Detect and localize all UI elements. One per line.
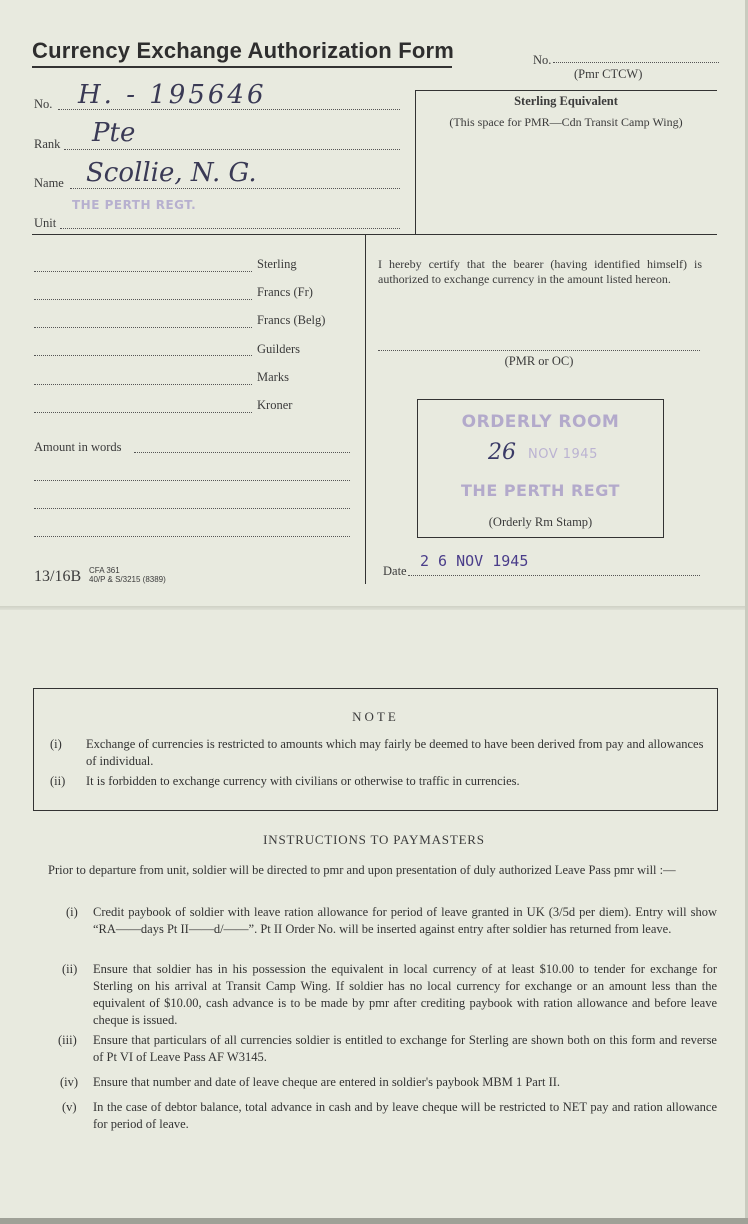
rank-label: Rank xyxy=(34,137,61,151)
date-label: Date xyxy=(383,564,407,578)
stamp-day-handwritten: 26 xyxy=(488,440,516,465)
rank-handwritten: Pte xyxy=(92,118,136,148)
name-label: Name xyxy=(34,176,64,190)
note-title: NOTE xyxy=(352,709,399,724)
form-code: 13/16B xyxy=(34,568,82,585)
rank-dotline xyxy=(64,149,400,150)
amount-dotline-3 xyxy=(34,508,350,509)
date-dotline xyxy=(408,575,700,576)
currency-dotline-2 xyxy=(34,299,252,300)
stamp-month-year: NOV 1945 xyxy=(528,447,598,462)
currency-dotline-5 xyxy=(34,384,252,385)
instruction-1-num: (i) xyxy=(66,905,78,919)
sterling-equivalent-note: (This space for PMR—Cdn Transit Camp Wing) xyxy=(449,115,683,129)
instruction-3-text: Ensure that particulars of all currencies soldier is entitled to exchange for Sterling are shown both on this form and reverse of Pt VI of Leave Pass AF W3145. xyxy=(93,1033,717,1064)
amount-dotline-4 xyxy=(34,536,350,537)
currency-dotline-1 xyxy=(34,271,252,272)
name-dotline xyxy=(70,188,400,189)
amount-dotline-1 xyxy=(134,452,350,453)
instruction-1-text: Credit paybook of soldier with leave ration allowance for period of leave granted in UK (3/5d per diem). Entry will show “RA——days Pt II——d/——”. Pt II Order No. will be inserted against entry after soldier has returned from leave. xyxy=(93,905,717,936)
amount-dotline-2 xyxy=(34,480,350,481)
no-handwritten: H. - 195646 xyxy=(78,80,267,110)
sterling-equivalent-title: Sterling Equivalent xyxy=(514,94,618,108)
instruction-2-num: (ii) xyxy=(62,962,78,976)
note-item-2-num: (ii) xyxy=(50,774,66,788)
stamp-perth-regt: THE PERTH REGT xyxy=(461,481,620,500)
currency-guilders: Guilders xyxy=(257,342,301,356)
form-title: Currency Exchange Authorization Form xyxy=(32,38,454,63)
serial-no-label: No. xyxy=(533,53,552,67)
note-item-1-num: (i) xyxy=(50,737,62,751)
currency-kroner: Kroner xyxy=(257,398,293,412)
name-handwritten: Scollie, N. G. xyxy=(86,158,257,188)
instruction-4-num: (iv) xyxy=(60,1075,79,1089)
instruction-5-num: (v) xyxy=(62,1100,77,1114)
currency-dotline-4 xyxy=(34,355,252,356)
sterling-box-left xyxy=(415,90,416,234)
pmr-signature-dotline xyxy=(378,350,700,351)
date-stamp: 2 6 NOV 1945 xyxy=(420,552,529,570)
instructions-intro: Prior to departure from unit, soldier will be directed to pmr and upon presentation of duly authorized Leave Pass pmr will :— xyxy=(48,863,676,877)
unit-stamp: THE PERTH REGT. xyxy=(72,198,197,212)
stamp-orderly-room: ORDERLY ROOM xyxy=(461,412,620,432)
currency-francs-fr: Francs (Fr) xyxy=(257,285,313,299)
currency-dotline-6 xyxy=(34,412,252,413)
pmr-oc-label: (PMR or OC) xyxy=(504,354,574,368)
orderly-rm-stamp-caption: (Orderly Rm Stamp) xyxy=(488,515,593,529)
form-code-small-line2: 40/P & S/3215 (8389) xyxy=(89,575,166,584)
form-code-small-line1: CFA 361 xyxy=(89,566,120,575)
no-label: No. xyxy=(34,97,53,111)
title-underline xyxy=(32,66,452,68)
instruction-5-text: In the case of debtor balance, total advance in cash and by leave cheque will be restricted to NET pay and ration allowance for period of leave. xyxy=(93,1100,717,1131)
pmr-ctcw-label: (Pmr CTCW) xyxy=(574,67,643,81)
amount-in-words-label: Amount in words xyxy=(34,440,122,454)
instruction-4-text: Ensure that number and date of leave cheque are entered in soldier's paybook MBM 1 Part II. xyxy=(93,1075,561,1089)
currency-francs-belg: Francs (Belg) xyxy=(257,313,326,327)
paper-edge-bottom xyxy=(0,1218,748,1224)
paper-fold xyxy=(0,606,748,610)
instructions-title: INSTRUCTIONS TO PAYMASTERS xyxy=(263,832,485,847)
form-code-small xyxy=(89,566,166,584)
column-divider xyxy=(365,234,366,584)
instruction-3-num: (iii) xyxy=(58,1033,77,1047)
instruction-2-text: Ensure that soldier has in his possession the equivalent in local currency of at least $10.00 to tender for exchange for Sterling on his arrival at Transit Camp Wing. If soldier has no local currency for exchange or an amount less than the equivalent of $10.00, cash advance is to be made by pmr after crediting paybook with ration allowance and before leave cheque is issued. xyxy=(93,962,717,1027)
note-item-1-text: Exchange of currencies is restricted to amounts which may fairly be deemed to have been derived from pay and allowances of individual. xyxy=(86,737,704,768)
unit-label: Unit xyxy=(34,216,57,230)
serial-no-dotline xyxy=(553,62,719,63)
currency-sterling: Sterling xyxy=(257,257,297,271)
currency-marks: Marks xyxy=(257,370,289,384)
sterling-box-top xyxy=(415,90,717,91)
section-separator xyxy=(32,234,717,235)
certify-text: I hereby certify that the bearer (having identified himself) is authorized to exchange currency in the amount listed hereon. xyxy=(378,257,702,286)
note-item-2-text: It is forbidden to exchange currency with civilians or otherwise to traffic in currencies. xyxy=(86,774,520,788)
currency-dotline-3 xyxy=(34,327,252,328)
unit-dotline xyxy=(60,228,400,229)
